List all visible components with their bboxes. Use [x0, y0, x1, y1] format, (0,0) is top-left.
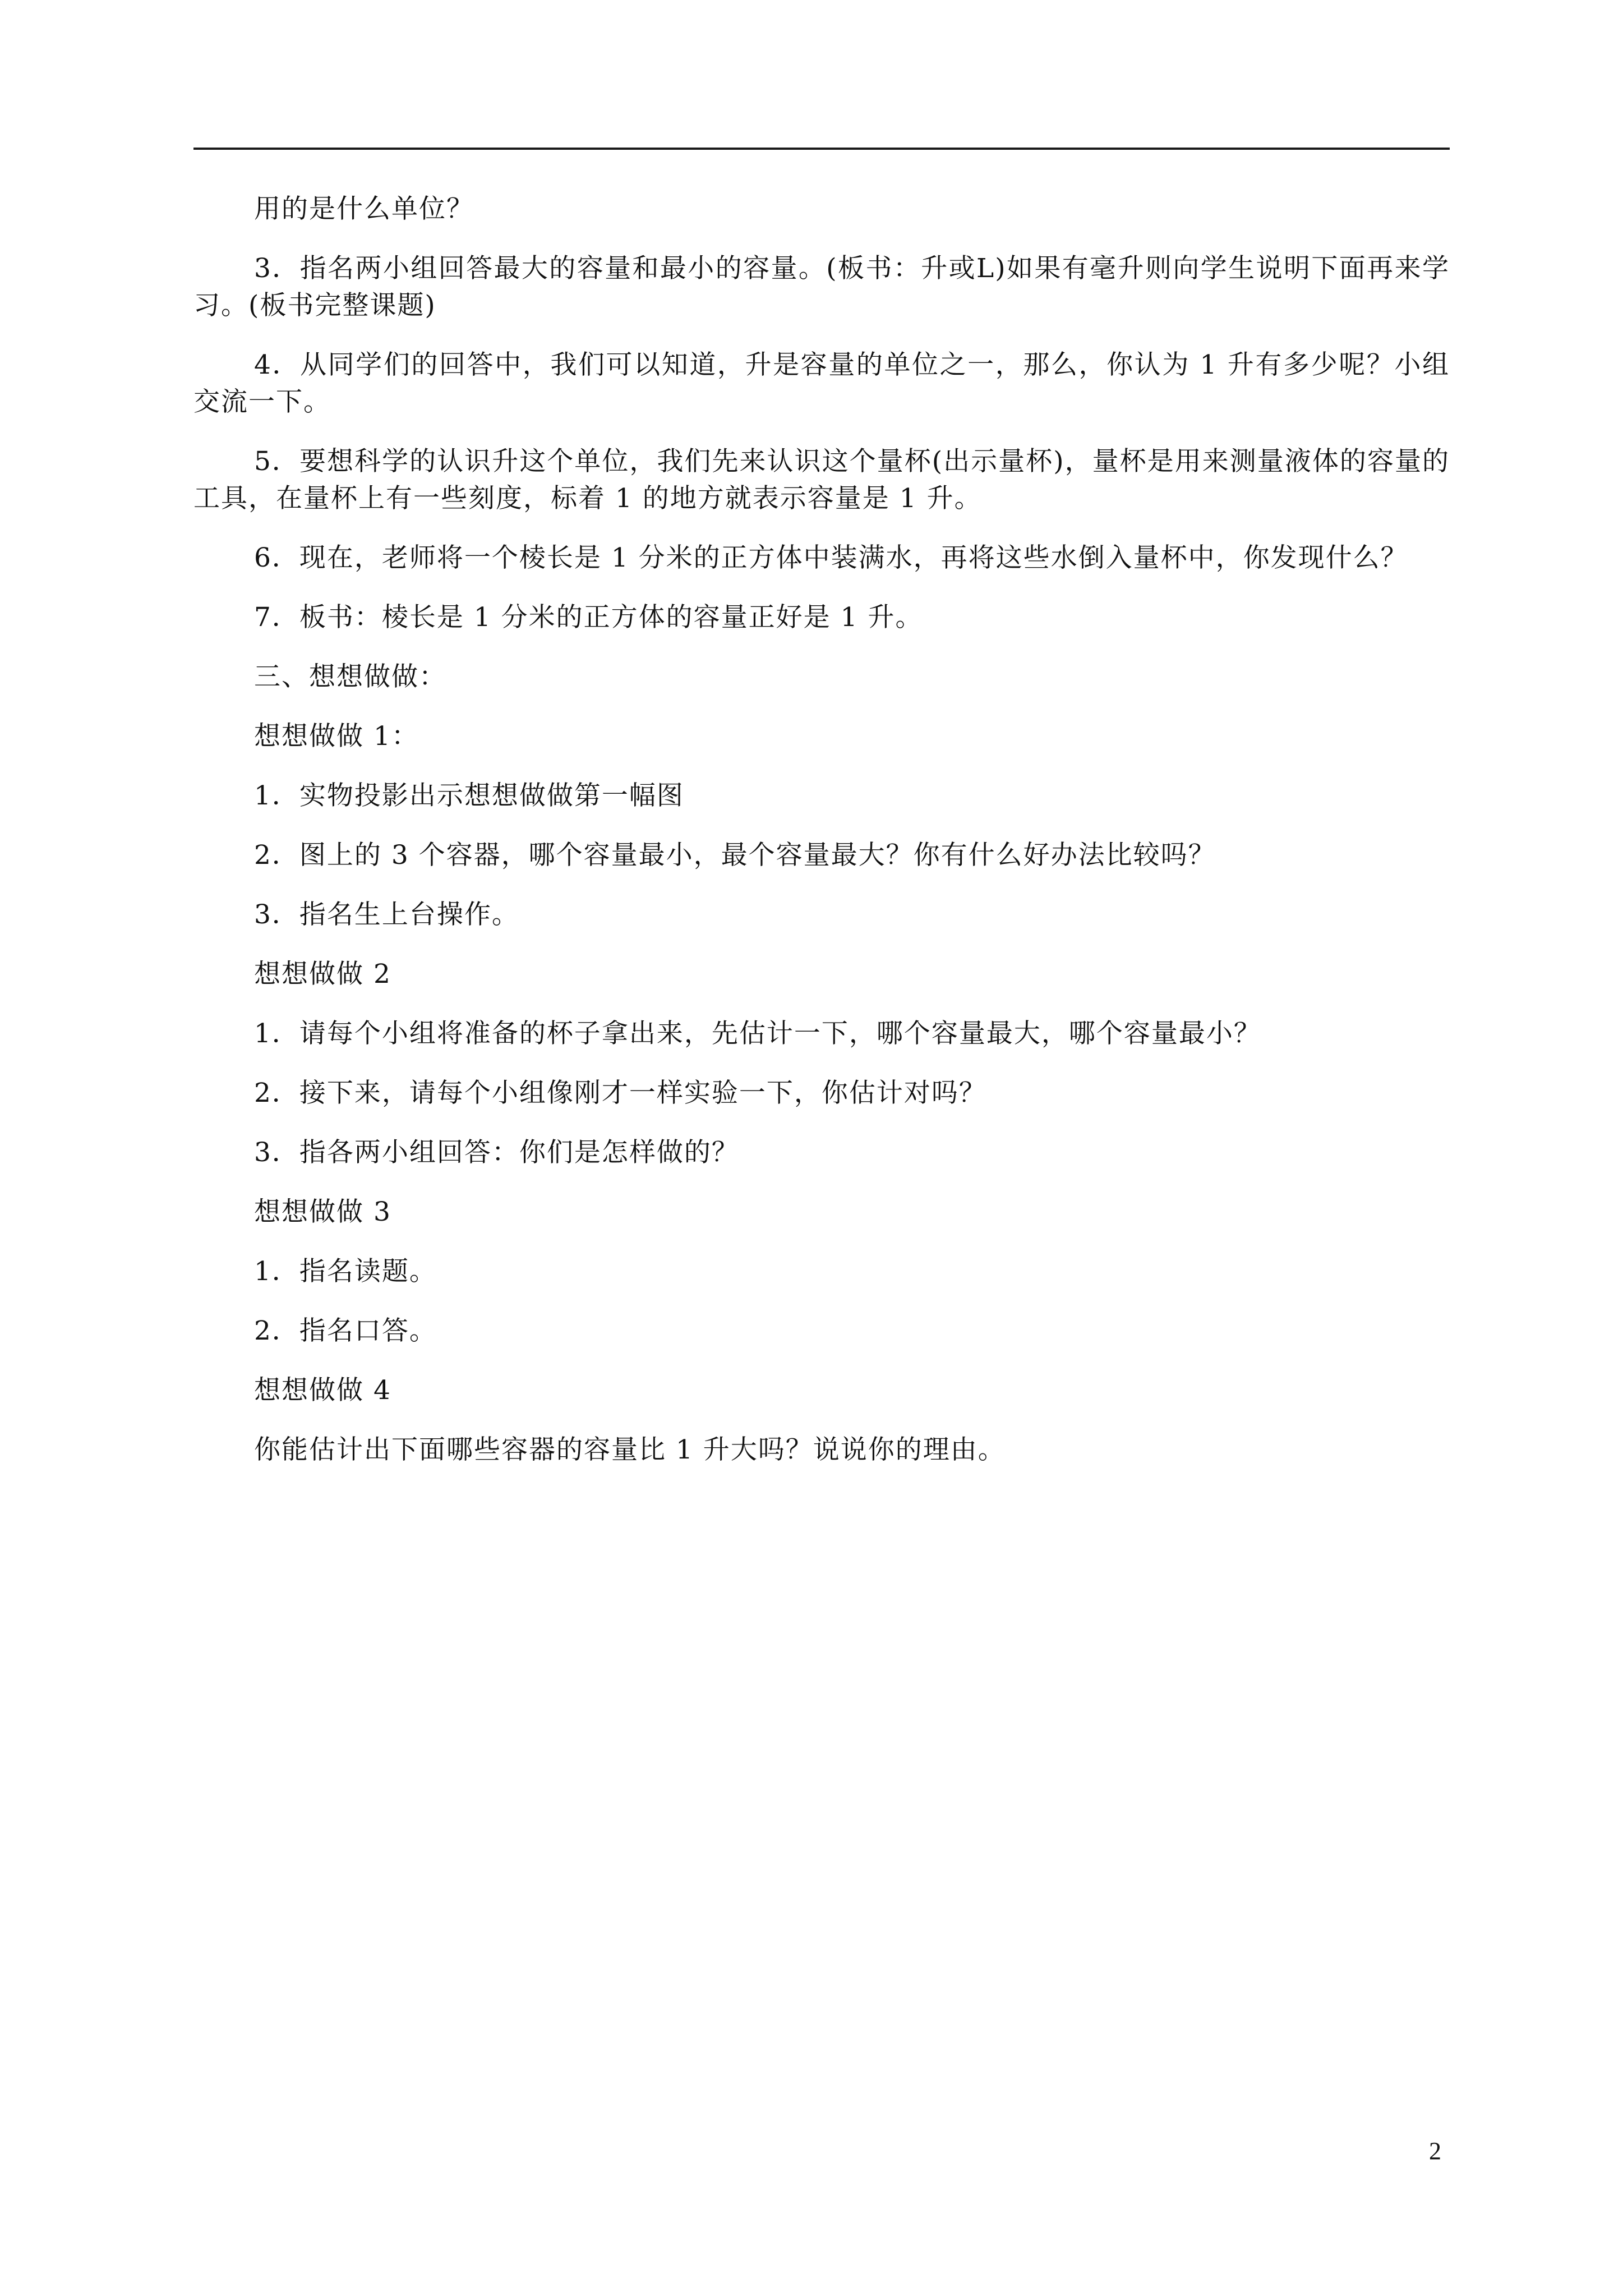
paragraph: 3．指名生上台操作。	[254, 899, 519, 930]
subsection-heading: 想想做做 3	[254, 1197, 391, 1227]
subsection-heading: 想想做做 4	[254, 1375, 391, 1406]
paragraph: 2．图上的 3 个容器，哪个容量最小，最个容量最大？你有什么好办法比较吗？	[254, 840, 1216, 871]
paragraph: 6．现在，老师将一个棱长是 1 分米的正方体中装满水，再将这些水倒入量杯中，你发现什么？	[254, 542, 1408, 573]
document-body	[193, 191, 1450, 1491]
paragraph: 用的是什么单位？	[254, 194, 474, 224]
paragraph: 5．要想科学的认识升这个单位，我们先来认识这个量杯(出示量杯)，量杯是用来测量液体的容量的工具，在量杯上有一些刻度，标着 1 的地方就表示容量是 1 升。	[193, 446, 1450, 514]
subsection-heading: 想想做做 1：	[254, 721, 419, 752]
paragraph: 7．板书：棱长是 1 分米的正方体的容量正好是 1 升。	[254, 602, 923, 633]
paragraph: 1．指名读题。	[254, 1256, 437, 1287]
paragraph: 4．从同学们的回答中，我们可以知道，升是容量的单位之一，那么，你认为 1 升有多少呢？小组交流一下。	[193, 349, 1450, 417]
header-rule	[193, 148, 1450, 150]
paragraph: 3．指各两小组回答：你们是怎样做的？	[254, 1137, 739, 1168]
paragraph: 1．请每个小组将准备的杯子拿出来，先估计一下，哪个容量最大，哪个容量最小？	[254, 1018, 1261, 1049]
paragraph: 你能估计出下面哪些容器的容量比 1 升大吗？说说你的理由。	[254, 1434, 1006, 1465]
paragraph: 2．指名口答。	[254, 1315, 437, 1346]
paragraph: 1．实物投影出示想想做做第一幅图	[254, 780, 684, 811]
paragraph: 3．指名两小组回答最大的容量和最小的容量。(板书：升或L)如果有毫升则向学生说明下面再来学习。(板书完整课题)	[193, 253, 1450, 321]
subsection-heading: 想想做做 2	[254, 959, 391, 990]
paragraph: 2．接下来，请每个小组像刚才一样实验一下，你估计对吗？	[254, 1078, 986, 1108]
page-number: 2	[1429, 2137, 1441, 2165]
section-heading: 三、想想做做：	[254, 661, 446, 692]
